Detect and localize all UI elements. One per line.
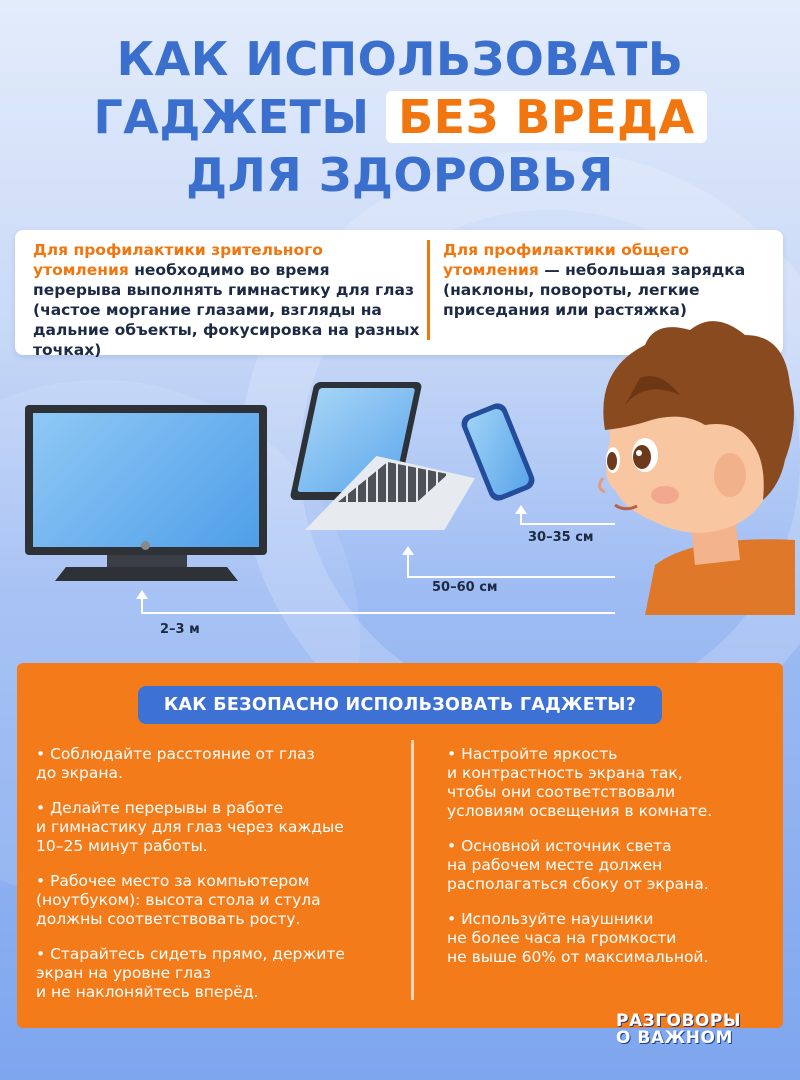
safety-item: • Основной источник света на рабочем месте должен располагаться сбоку от экрана.	[447, 837, 709, 893]
boy-ear	[714, 453, 746, 497]
tip-eye-fatigue	[33, 240, 423, 360]
laptop-distance-line-v	[407, 554, 409, 576]
boy-eye-iris	[633, 445, 651, 469]
boy-nose	[599, 478, 605, 492]
tv-distance-line-h	[141, 612, 615, 614]
phone-icon	[459, 400, 538, 503]
tip-general-fatigue	[443, 240, 763, 320]
safety-column-left	[36, 745, 376, 1018]
logo-line-1: РАЗГОВОРЫ	[616, 1011, 741, 1031]
title-line-2	[0, 88, 800, 146]
safety-item: • Настройте яркость и контрастность экрана так, чтобы они соответствовали условиям освещения в комнате.	[447, 745, 713, 820]
tip-general-fatigue-text: — небольшая зарядка (наклоны, повороты, легкие приседания или растяжка)	[443, 261, 746, 319]
tv-screen	[33, 413, 259, 547]
phone-screen	[465, 407, 531, 497]
safety-item: • Делайте перерывы в работе и гимнастику для глаз через каждые 10–25 минут работы.	[36, 799, 344, 855]
safety-item: • Соблюдайте расстояние от глаз до экрана.	[36, 745, 315, 782]
safety-divider	[411, 740, 414, 1000]
safety-item: • Рабочее место за компьютером (ноутбуком): высота стола и стула должны соответствовать росту.	[36, 872, 321, 928]
phone-distance-line-v	[520, 513, 522, 523]
logo-line-2: О ВАЖНОМ	[616, 1028, 733, 1048]
safety-item: • Старайтесь сидеть прямо, держите экран на уровне глаз и не наклоняйтесь вперёд.	[36, 945, 345, 1001]
tv-stand-neck	[107, 555, 187, 569]
tv-icon	[25, 405, 267, 555]
tv-stand-base	[55, 567, 238, 581]
title-line-1: КАК ИСПОЛЬЗОВАТЬ	[116, 32, 684, 86]
tip-eye-fatigue-accent: Для профилактики зрительного утомления	[33, 241, 323, 279]
boy-eye-highlight	[636, 450, 642, 456]
tv-webcam	[141, 541, 150, 550]
phone-distance-label: 30–35 см	[528, 530, 594, 545]
tip-eye-fatigue-text: необходимо во время перерыва выполнять гимнастику для глаз (частое моргание глазами, взгляды на дальние объекты, фокусировка на разных точках)	[33, 261, 420, 359]
tv-distance-label: 2–3 м	[160, 622, 200, 637]
laptop-distance-line-h	[407, 576, 615, 578]
page-title	[0, 30, 800, 204]
boy-eye-iris-far	[607, 452, 617, 470]
tv-distance-line-v	[141, 598, 143, 612]
tip-general-fatigue-accent: Для профилактики общего утомления	[443, 241, 690, 279]
boy-cheek	[651, 486, 679, 504]
title-highlight: БЕЗ ВРЕДА	[386, 91, 706, 143]
safety-item: • Используйте наушники не более часа на громкости не выше 60% от максимальной.	[447, 910, 709, 966]
boy-illustration	[585, 310, 795, 615]
safety-heading: КАК БЕЗОПАСНО ИСПОЛЬЗОВАТЬ ГАДЖЕТЫ?	[138, 686, 662, 724]
title-line-3: ДЛЯ ЗДОРОВЬЯ	[186, 148, 614, 202]
razgovory-o-vazhnom-logo	[616, 1013, 741, 1047]
laptop-distance-label: 50–60 см	[432, 580, 498, 595]
safety-column-right	[447, 745, 767, 983]
title-line-2-prefix: ГАДЖЕТЫ	[93, 90, 370, 144]
tips-divider	[427, 240, 430, 340]
